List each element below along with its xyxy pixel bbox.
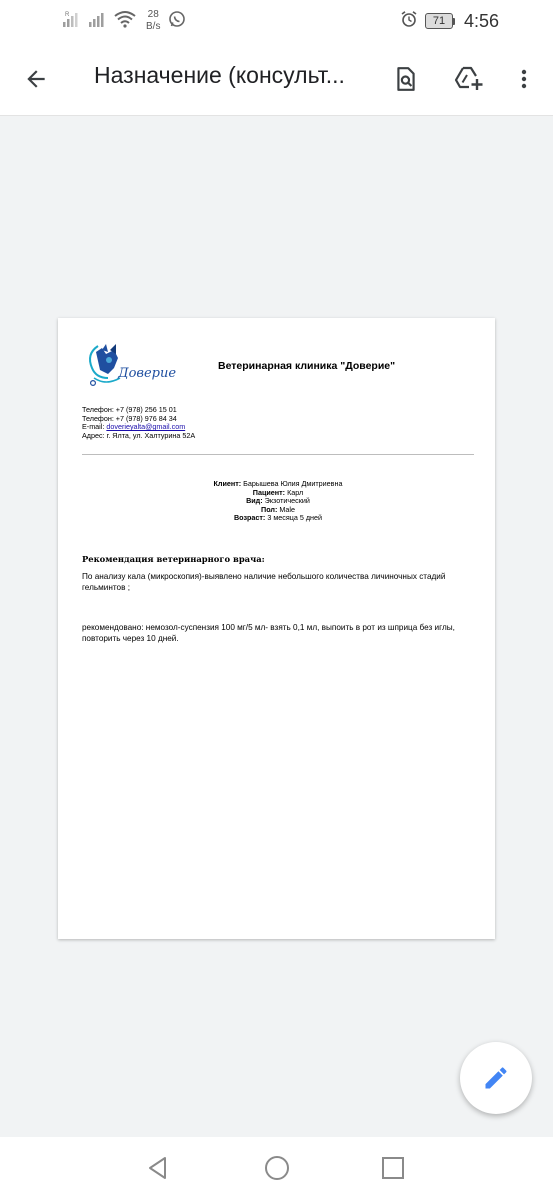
- age-label: Возраст:: [233, 513, 266, 523]
- phone-2: Телефон: +7 (978) 976 84 34: [82, 413, 177, 423]
- circle-home-icon: [263, 1154, 291, 1182]
- edit-button[interactable]: [460, 1042, 532, 1114]
- sex-value: Male: [279, 504, 295, 514]
- network-speed-unit: B/s: [146, 21, 161, 32]
- battery-level: 71: [425, 13, 453, 29]
- system-nav-bar: [0, 1137, 553, 1200]
- document-page[interactable]: [58, 318, 495, 939]
- alarm-icon: [400, 10, 418, 33]
- divider: [82, 454, 474, 455]
- document-search-icon: [393, 66, 419, 92]
- nav-back-button[interactable]: [143, 1153, 173, 1183]
- arrow-left-icon: [23, 66, 49, 92]
- nav-home-button[interactable]: [262, 1153, 292, 1183]
- address: Адрес: г. Ялта, ул. Халтурина 52А: [82, 430, 196, 440]
- svg-text:R: R: [65, 11, 70, 18]
- phone-1: Телефон: +7 (978) 256 15 01: [82, 405, 177, 414]
- clinic-name: Ветеринарная клиника "Доверие": [218, 360, 396, 372]
- clock: 4:56: [463, 10, 499, 31]
- more-options-button[interactable]: [506, 61, 542, 97]
- square-recents-icon: [380, 1155, 406, 1181]
- pet-label: Пациент:: [252, 487, 286, 497]
- wifi-icon: [114, 10, 136, 33]
- more-vert-icon: [512, 67, 536, 91]
- signal-icon: [62, 10, 80, 33]
- triangle-back-icon: [145, 1155, 171, 1181]
- svg-text:Доверие: Доверие: [118, 366, 177, 381]
- sex-label: Пол:: [261, 504, 278, 514]
- add-to-drive-button[interactable]: [451, 61, 487, 97]
- whatsapp-icon: [168, 10, 186, 33]
- signal-icon: [88, 10, 106, 33]
- document-title: Назначение (консульт...: [94, 62, 345, 88]
- app-bar: [0, 42, 553, 116]
- recommendation-paragraph-2: рекомендовано: немозол-суспензия 100 мг/5 мл- взять 0,1 мл, выпоить в рот из шприца без иглы, повторить через 10 дней.: [82, 623, 455, 643]
- pet-value: Карл: [287, 487, 304, 497]
- species-label: Вид:: [246, 496, 263, 506]
- client-label: Клиент:: [213, 479, 242, 488]
- email-link[interactable]: doverieyalta@gmail.com: [106, 422, 186, 432]
- back-button[interactable]: [18, 61, 54, 97]
- nav-recents-button[interactable]: [378, 1153, 408, 1183]
- find-in-document-button[interactable]: [388, 61, 424, 97]
- add-to-drive-icon: [454, 65, 484, 93]
- battery-tip: [453, 18, 455, 25]
- status-right: [400, 8, 499, 34]
- contact-info: [82, 406, 195, 440]
- recommendation-paragraph-1: По анализу кала (микроскопия)-выявлено наличие небольшого количества личиночных стадий гельминтов ;: [82, 572, 446, 592]
- clinic-logo: [80, 338, 192, 394]
- patient-info: [82, 480, 474, 523]
- battery-indicator: [425, 13, 455, 29]
- recommendation-heading: Рекомендация ветеринарного врача:: [82, 554, 265, 564]
- species-value: Экзотический: [264, 496, 310, 506]
- email-label: E-mail:: [82, 422, 107, 432]
- network-speed-value: 28: [147, 9, 159, 20]
- network-speed: [146, 9, 160, 33]
- pencil-icon: [482, 1064, 510, 1092]
- status-left: [62, 8, 186, 34]
- age-value: 3 месяца 5 дней: [267, 513, 323, 523]
- age-row: [82, 514, 474, 523]
- client-value: Барышева Юлия Дмитриевна: [243, 479, 343, 488]
- status-bar: [0, 0, 553, 42]
